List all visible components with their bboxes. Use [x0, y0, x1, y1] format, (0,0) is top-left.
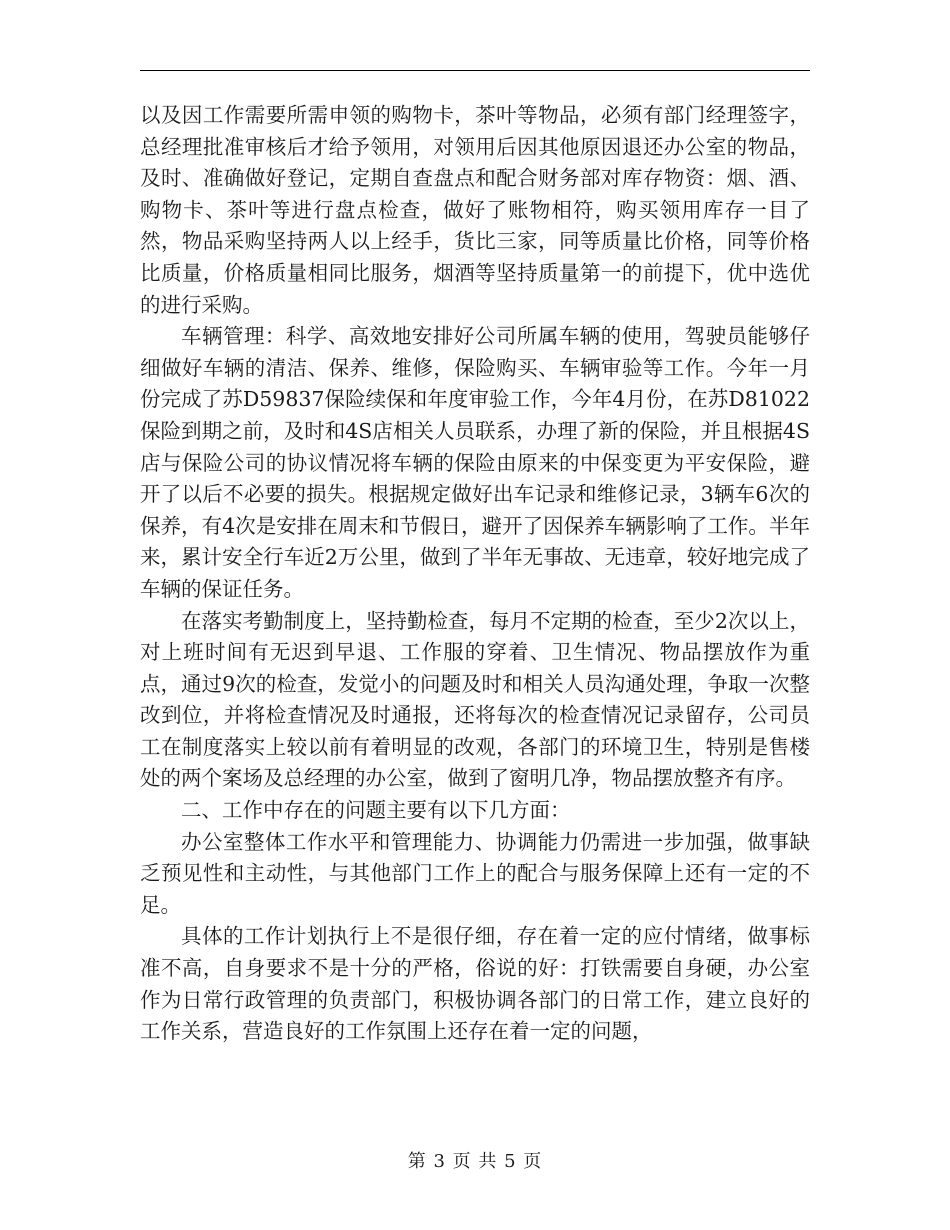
paragraph-supplies: 以及因工作需要所需申领的购物卡，茶叶等物品，必须有部门经理签字，总经理批准审核后才给予领用，对领用后因其他原因退还办公室的物品，及时、准确做好登记，定期自查盘点和配合财务部对库存物资：烟、酒、购物卡、茶叶等进行盘点检查，做好了账物相符，购买领用库存一目了然，物品采购坚持两人以上经手，货比三家，同等质量比价格，同等价格比质量，价格质量相同比服务，烟酒等坚持质量第一的前提下，优中选优的进行采购。 [140, 103, 810, 317]
page-number-footer: 第 3 页 共 5 页 [407, 1151, 543, 1172]
header-rule [140, 70, 810, 71]
section-heading-problems: 二、工作中存在的问题主要有以下几方面： [181, 798, 571, 823]
paragraph-execution: 具体的工作计划执行上不是很仔细，存在着一定的应付情绪，做事标准不高，自身要求不是十分的严格，俗说的好：打铁需要自身硬，办公室作为日常行政管理的负责部门，积极协调各部门的日常工作，建立良好的工作关系，营造良好的工作氛围上还存在着一定的问题， [140, 924, 810, 1044]
paragraph-vehicles: 车辆管理：科学、高效地安排好公司所属车辆的使用，驾驶员能够仔细做好车辆的清洁、保养、维修，保险购买、车辆审验等工作。今年一月份完成了苏D59837保险续保和年度审验工作，今年4月份，在苏D81022保险到期之前，及时和4S店相关人员联系，办理了新的保险，并且根据4S店与保险公司的协议情况将车辆的保险由原来的中保变更为平安保险，避开了以后不必要的损失。根据规定做好出车记录和维修记录，3辆车6次的保养，有4次是安排在周末和节假日，避开了因保养车辆影响了工作。半年来，累计安全行车近2万公里，做到了半年无事故、无违章，较好地完成了车辆的保证任务。 [140, 324, 810, 601]
paragraph-attendance: 在落实考勤制度上，坚持勤检查，每月不定期的检查，至少2次以上，对上班时间有无迟到早退、工作服的穿着、卫生情况、物品摆放作为重点，通过9次的检查，发觉小的问题及时和相关人员沟通处理，争取一次整改到位，并将检查情况及时通报，还将每次的检查情况记录留存，公司员工在制度落实上较以前有着明显的改观，各部门的环境卫生，特别是售楼处的两个案场及总经理的办公室，做到了窗明几净，物品摆放整齐有序。 [140, 608, 810, 791]
document-body [140, 100, 810, 1048]
paragraph-overall-ability: 办公室整体工作水平和管理能力、协调能力仍需进一步加强，做事缺乏预见性和主动性，与其他部门工作上的配合与服务保障上还有一定的不足。 [140, 829, 810, 917]
